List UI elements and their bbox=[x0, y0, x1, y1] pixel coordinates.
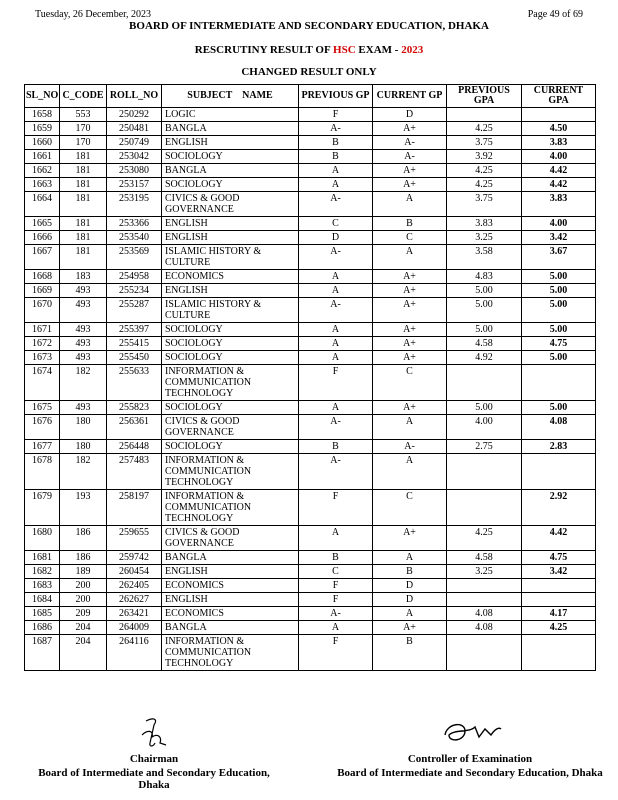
cell-current-gpa: 2.83 bbox=[522, 440, 596, 454]
table-row bbox=[25, 490, 596, 526]
cell-subject: BANGLA bbox=[162, 122, 299, 136]
cell-sl-no: 1672 bbox=[25, 337, 60, 351]
cell-current-gp: A- bbox=[373, 440, 447, 454]
cell-previous-gpa: 4.25 bbox=[447, 164, 522, 178]
controller-title: Controller of Examination bbox=[407, 753, 533, 765]
cell-previous-gp: A- bbox=[299, 298, 373, 323]
cell-roll-no: 259655 bbox=[107, 526, 162, 551]
cell-roll-no: 250292 bbox=[107, 108, 162, 122]
cell-subject: SOCIOLOGY bbox=[162, 401, 299, 415]
table-row bbox=[25, 526, 596, 551]
cell-previous-gpa: 4.08 bbox=[447, 621, 522, 635]
cell-current-gpa bbox=[522, 635, 596, 671]
cell-previous-gp: D bbox=[299, 231, 373, 245]
table-row bbox=[25, 565, 596, 579]
cell-previous-gp: A bbox=[299, 401, 373, 415]
cell-c-code: 189 bbox=[60, 565, 107, 579]
cell-current-gpa: 5.00 bbox=[522, 270, 596, 284]
cell-subject: SOCIOLOGY bbox=[162, 440, 299, 454]
cell-subject: ENGLISH bbox=[162, 231, 299, 245]
cell-roll-no: 253195 bbox=[107, 192, 162, 217]
cell-roll-no: 262627 bbox=[107, 593, 162, 607]
cell-previous-gpa: 5.00 bbox=[447, 401, 522, 415]
cell-previous-gp: F bbox=[299, 593, 373, 607]
cell-current-gp: A bbox=[373, 192, 447, 217]
table-row bbox=[25, 150, 596, 164]
cell-subject: BANGLA bbox=[162, 164, 299, 178]
cell-c-code: 181 bbox=[60, 150, 107, 164]
cell-subject: LOGIC bbox=[162, 108, 299, 122]
cell-sl-no: 1663 bbox=[25, 178, 60, 192]
cell-subject: ECONOMICS bbox=[162, 607, 299, 621]
cell-roll-no: 256448 bbox=[107, 440, 162, 454]
page-number: Page 49 of 69 bbox=[527, 9, 583, 20]
cell-roll-no: 264116 bbox=[107, 635, 162, 671]
cell-previous-gpa: 3.25 bbox=[447, 565, 522, 579]
cell-current-gpa bbox=[522, 108, 596, 122]
cell-current-gpa: 5.00 bbox=[522, 298, 596, 323]
cell-subject: CIVICS & GOOD GOVERNANCE bbox=[162, 526, 299, 551]
cell-subject: ISLAMIC HISTORY & CULTURE bbox=[162, 245, 299, 270]
cell-previous-gpa: 3.75 bbox=[447, 136, 522, 150]
cell-sl-no: 1669 bbox=[25, 284, 60, 298]
print-date: Tuesday, 26 December, 2023 bbox=[35, 9, 152, 20]
cell-previous-gpa bbox=[447, 593, 522, 607]
cell-c-code: 181 bbox=[60, 178, 107, 192]
cell-roll-no: 262405 bbox=[107, 579, 162, 593]
cell-subject: ECONOMICS bbox=[162, 579, 299, 593]
cell-subject: CIVICS & GOOD GOVERNANCE bbox=[162, 192, 299, 217]
cell-subject: ENGLISH bbox=[162, 217, 299, 231]
cell-previous-gpa: 5.00 bbox=[447, 284, 522, 298]
cell-previous-gpa: 4.00 bbox=[447, 415, 522, 440]
cell-subject: ISLAMIC HISTORY & CULTURE bbox=[162, 298, 299, 323]
cell-current-gpa bbox=[522, 365, 596, 401]
cell-current-gpa: 4.00 bbox=[522, 217, 596, 231]
table-row bbox=[25, 164, 596, 178]
cell-current-gpa bbox=[522, 593, 596, 607]
cell-sl-no: 1685 bbox=[25, 607, 60, 621]
cell-sl-no: 1659 bbox=[25, 122, 60, 136]
chairman-org: Board of Intermediate and Secondary Education, Dhaka bbox=[38, 767, 270, 791]
cell-sl-no: 1676 bbox=[25, 415, 60, 440]
cell-previous-gp: F bbox=[299, 635, 373, 671]
cell-current-gp: A+ bbox=[373, 323, 447, 337]
cell-roll-no: 258197 bbox=[107, 490, 162, 526]
cell-previous-gpa: 4.83 bbox=[447, 270, 522, 284]
board-title: BOARD OF INTERMEDIATE AND SECONDARY EDUCATION, DHAKA bbox=[129, 20, 489, 32]
table-row bbox=[25, 178, 596, 192]
table-header-row bbox=[25, 85, 596, 108]
cell-c-code: 182 bbox=[60, 365, 107, 401]
table-body bbox=[25, 108, 596, 671]
cell-current-gp: A+ bbox=[373, 401, 447, 415]
cell-previous-gp: F bbox=[299, 108, 373, 122]
table-row bbox=[25, 401, 596, 415]
cell-subject: SOCIOLOGY bbox=[162, 178, 299, 192]
cell-current-gpa: 3.42 bbox=[522, 231, 596, 245]
cell-subject: ENGLISH bbox=[162, 565, 299, 579]
cell-previous-gp: F bbox=[299, 579, 373, 593]
cell-c-code: 493 bbox=[60, 284, 107, 298]
cell-sl-no: 1686 bbox=[25, 621, 60, 635]
cell-c-code: 170 bbox=[60, 122, 107, 136]
cell-c-code: 181 bbox=[60, 231, 107, 245]
cell-roll-no: 250481 bbox=[107, 122, 162, 136]
table-row bbox=[25, 607, 596, 621]
cell-current-gpa: 2.92 bbox=[522, 490, 596, 526]
cell-c-code: 181 bbox=[60, 217, 107, 231]
cell-c-code: 200 bbox=[60, 579, 107, 593]
cell-subject: BANGLA bbox=[162, 551, 299, 565]
chairman-title: Chairman bbox=[129, 753, 179, 765]
table-row bbox=[25, 621, 596, 635]
cell-c-code: 182 bbox=[60, 454, 107, 490]
cell-current-gp: D bbox=[373, 108, 447, 122]
cell-roll-no: 255287 bbox=[107, 298, 162, 323]
cell-current-gp: C bbox=[373, 490, 447, 526]
table-row bbox=[25, 454, 596, 490]
cell-previous-gpa: 3.92 bbox=[447, 150, 522, 164]
cell-previous-gpa: 5.00 bbox=[447, 323, 522, 337]
cell-roll-no: 253157 bbox=[107, 178, 162, 192]
cell-subject: CIVICS & GOOD GOVERNANCE bbox=[162, 415, 299, 440]
cell-current-gp: D bbox=[373, 593, 447, 607]
cell-subject: ENGLISH bbox=[162, 136, 299, 150]
cell-previous-gpa: 2.75 bbox=[447, 440, 522, 454]
cell-roll-no: 264009 bbox=[107, 621, 162, 635]
cell-previous-gpa bbox=[447, 490, 522, 526]
cell-c-code: 183 bbox=[60, 270, 107, 284]
cell-current-gp: A bbox=[373, 551, 447, 565]
cell-previous-gp: B bbox=[299, 150, 373, 164]
cell-current-gp: A+ bbox=[373, 337, 447, 351]
table-row bbox=[25, 323, 596, 337]
cell-sl-no: 1671 bbox=[25, 323, 60, 337]
table-row bbox=[25, 245, 596, 270]
cell-c-code: 200 bbox=[60, 593, 107, 607]
cell-sl-no: 1684 bbox=[25, 593, 60, 607]
cell-previous-gp: A bbox=[299, 164, 373, 178]
cell-roll-no: 253569 bbox=[107, 245, 162, 270]
col-header-current-gp: CURRENT GP bbox=[373, 85, 447, 108]
cell-roll-no: 256361 bbox=[107, 415, 162, 440]
cell-c-code: 493 bbox=[60, 337, 107, 351]
cell-previous-gpa: 3.75 bbox=[447, 192, 522, 217]
cell-c-code: 204 bbox=[60, 621, 107, 635]
cell-previous-gpa: 4.58 bbox=[447, 551, 522, 565]
cell-previous-gpa bbox=[447, 108, 522, 122]
controller-signature-block bbox=[330, 715, 610, 779]
cell-current-gp: A+ bbox=[373, 164, 447, 178]
table-row bbox=[25, 579, 596, 593]
cell-c-code: 553 bbox=[60, 108, 107, 122]
cell-current-gpa: 4.08 bbox=[522, 415, 596, 440]
cell-c-code: 186 bbox=[60, 551, 107, 565]
cell-previous-gpa: 4.25 bbox=[447, 122, 522, 136]
table-row bbox=[25, 122, 596, 136]
cell-previous-gp: A- bbox=[299, 607, 373, 621]
cell-current-gp: A- bbox=[373, 150, 447, 164]
cell-c-code: 186 bbox=[60, 526, 107, 551]
cell-sl-no: 1670 bbox=[25, 298, 60, 323]
cell-current-gpa: 4.17 bbox=[522, 607, 596, 621]
cell-previous-gp: A bbox=[299, 323, 373, 337]
cell-c-code: 204 bbox=[60, 635, 107, 671]
col-header-previous-gp: PREVIOUS GP bbox=[299, 85, 373, 108]
cell-current-gpa: 3.83 bbox=[522, 192, 596, 217]
cell-c-code: 181 bbox=[60, 164, 107, 178]
cell-c-code: 180 bbox=[60, 440, 107, 454]
cell-subject: SOCIOLOGY bbox=[162, 323, 299, 337]
table-row bbox=[25, 551, 596, 565]
result-subtitle: CHANGED RESULT ONLY bbox=[241, 66, 377, 78]
cell-previous-gp: B bbox=[299, 551, 373, 565]
cell-previous-gpa bbox=[447, 579, 522, 593]
cell-c-code: 209 bbox=[60, 607, 107, 621]
cell-current-gpa: 4.42 bbox=[522, 164, 596, 178]
cell-previous-gpa: 4.58 bbox=[447, 337, 522, 351]
table-row bbox=[25, 337, 596, 351]
cell-sl-no: 1679 bbox=[25, 490, 60, 526]
title-mid: EXAM - bbox=[355, 44, 402, 56]
cell-roll-no: 259742 bbox=[107, 551, 162, 565]
cell-sl-no: 1662 bbox=[25, 164, 60, 178]
cell-c-code: 493 bbox=[60, 351, 107, 365]
cell-current-gpa: 3.67 bbox=[522, 245, 596, 270]
cell-previous-gpa: 3.58 bbox=[447, 245, 522, 270]
cell-sl-no: 1660 bbox=[25, 136, 60, 150]
cell-roll-no: 253366 bbox=[107, 217, 162, 231]
cell-current-gp: A+ bbox=[373, 122, 447, 136]
table-row bbox=[25, 108, 596, 122]
cell-current-gpa: 3.83 bbox=[522, 136, 596, 150]
cell-previous-gpa: 5.00 bbox=[447, 298, 522, 323]
cell-current-gp: A+ bbox=[373, 298, 447, 323]
cell-current-gp: B bbox=[373, 635, 447, 671]
cell-subject: ENGLISH bbox=[162, 593, 299, 607]
cell-sl-no: 1683 bbox=[25, 579, 60, 593]
table-row bbox=[25, 231, 596, 245]
cell-previous-gp: A- bbox=[299, 122, 373, 136]
table-row bbox=[25, 351, 596, 365]
cell-current-gp: A+ bbox=[373, 270, 447, 284]
cell-subject: INFORMATION & COMMUNICATION TECHNOLOGY bbox=[162, 490, 299, 526]
cell-roll-no: 255415 bbox=[107, 337, 162, 351]
cell-current-gp: B bbox=[373, 565, 447, 579]
cell-subject: INFORMATION & COMMUNICATION TECHNOLOGY bbox=[162, 454, 299, 490]
cell-subject: BANGLA bbox=[162, 621, 299, 635]
cell-roll-no: 254958 bbox=[107, 270, 162, 284]
table-row bbox=[25, 415, 596, 440]
cell-previous-gpa: 4.92 bbox=[447, 351, 522, 365]
cell-roll-no: 257483 bbox=[107, 454, 162, 490]
cell-previous-gpa: 4.25 bbox=[447, 526, 522, 551]
table-row bbox=[25, 192, 596, 217]
cell-previous-gp: A bbox=[299, 526, 373, 551]
table-row bbox=[25, 593, 596, 607]
title-exam: HSC bbox=[333, 44, 356, 56]
cell-current-gp: C bbox=[373, 231, 447, 245]
cell-sl-no: 1680 bbox=[25, 526, 60, 551]
cell-previous-gp: C bbox=[299, 217, 373, 231]
cell-sl-no: 1681 bbox=[25, 551, 60, 565]
table-row bbox=[25, 217, 596, 231]
cell-previous-gp: C bbox=[299, 565, 373, 579]
cell-current-gp: C bbox=[373, 365, 447, 401]
cell-roll-no: 260454 bbox=[107, 565, 162, 579]
cell-previous-gp: A bbox=[299, 284, 373, 298]
cell-sl-no: 1668 bbox=[25, 270, 60, 284]
table-row bbox=[25, 270, 596, 284]
cell-previous-gp: A- bbox=[299, 245, 373, 270]
cell-current-gp: A+ bbox=[373, 351, 447, 365]
col-header-previous-gpa: PREVIOUS GPA bbox=[447, 85, 522, 108]
cell-previous-gp: A bbox=[299, 351, 373, 365]
cell-roll-no: 255234 bbox=[107, 284, 162, 298]
cell-previous-gpa bbox=[447, 454, 522, 490]
cell-current-gp: A+ bbox=[373, 526, 447, 551]
controller-signature bbox=[435, 715, 505, 751]
cell-current-gpa: 5.00 bbox=[522, 401, 596, 415]
chairman-signature bbox=[124, 715, 184, 751]
cell-current-gp: B bbox=[373, 217, 447, 231]
cell-current-gp: A+ bbox=[373, 621, 447, 635]
cell-previous-gp: A- bbox=[299, 415, 373, 440]
cell-subject: ENGLISH bbox=[162, 284, 299, 298]
table-row bbox=[25, 136, 596, 150]
cell-current-gpa: 3.42 bbox=[522, 565, 596, 579]
cell-subject: INFORMATION & COMMUNICATION TECHNOLOGY bbox=[162, 365, 299, 401]
cell-current-gp: A+ bbox=[373, 284, 447, 298]
cell-roll-no: 255823 bbox=[107, 401, 162, 415]
cell-current-gp: A+ bbox=[373, 178, 447, 192]
cell-current-gpa: 4.75 bbox=[522, 337, 596, 351]
cell-sl-no: 1675 bbox=[25, 401, 60, 415]
cell-roll-no: 253540 bbox=[107, 231, 162, 245]
cell-current-gpa: 4.50 bbox=[522, 122, 596, 136]
cell-current-gp: A bbox=[373, 245, 447, 270]
cell-roll-no: 255450 bbox=[107, 351, 162, 365]
cell-subject: INFORMATION & COMMUNICATION TECHNOLOGY bbox=[162, 635, 299, 671]
cell-current-gpa bbox=[522, 579, 596, 593]
cell-current-gp: D bbox=[373, 579, 447, 593]
cell-current-gp: A- bbox=[373, 136, 447, 150]
table-row bbox=[25, 284, 596, 298]
cell-roll-no: 263421 bbox=[107, 607, 162, 621]
cell-sl-no: 1661 bbox=[25, 150, 60, 164]
cell-current-gp: A bbox=[373, 415, 447, 440]
cell-current-gp: A bbox=[373, 454, 447, 490]
result-title bbox=[0, 44, 618, 56]
cell-current-gpa: 5.00 bbox=[522, 323, 596, 337]
cell-sl-no: 1678 bbox=[25, 454, 60, 490]
cell-previous-gp: F bbox=[299, 490, 373, 526]
cell-c-code: 170 bbox=[60, 136, 107, 150]
cell-previous-gp: F bbox=[299, 365, 373, 401]
cell-roll-no: 250749 bbox=[107, 136, 162, 150]
cell-sl-no: 1687 bbox=[25, 635, 60, 671]
cell-sl-no: 1677 bbox=[25, 440, 60, 454]
cell-sl-no: 1667 bbox=[25, 245, 60, 270]
cell-previous-gp: A- bbox=[299, 454, 373, 490]
col-header-sl: SL_NO bbox=[25, 85, 60, 108]
cell-c-code: 181 bbox=[60, 192, 107, 217]
cell-previous-gp: A- bbox=[299, 192, 373, 217]
cell-current-gpa bbox=[522, 454, 596, 490]
cell-current-gp: A bbox=[373, 607, 447, 621]
cell-previous-gp: A bbox=[299, 621, 373, 635]
cell-c-code: 193 bbox=[60, 490, 107, 526]
cell-previous-gp: A bbox=[299, 270, 373, 284]
cell-c-code: 180 bbox=[60, 415, 107, 440]
title-prefix: RESCRUTINY RESULT OF bbox=[194, 44, 334, 56]
cell-c-code: 493 bbox=[60, 323, 107, 337]
cell-subject: SOCIOLOGY bbox=[162, 351, 299, 365]
cell-current-gpa: 5.00 bbox=[522, 351, 596, 365]
col-header-roll: ROLL_NO bbox=[107, 85, 162, 108]
cell-previous-gpa bbox=[447, 635, 522, 671]
cell-c-code: 493 bbox=[60, 298, 107, 323]
cell-roll-no: 253080 bbox=[107, 164, 162, 178]
cell-sl-no: 1664 bbox=[25, 192, 60, 217]
cell-sl-no: 1665 bbox=[25, 217, 60, 231]
cell-current-gpa: 4.00 bbox=[522, 150, 596, 164]
col-header-ccode: C_CODE bbox=[60, 85, 107, 108]
col-header-current-gpa: CURRENT GPA bbox=[522, 85, 596, 108]
table-row bbox=[25, 635, 596, 671]
cell-previous-gp: A bbox=[299, 178, 373, 192]
cell-subject: SOCIOLOGY bbox=[162, 337, 299, 351]
cell-sl-no: 1658 bbox=[25, 108, 60, 122]
cell-c-code: 181 bbox=[60, 245, 107, 270]
cell-sl-no: 1673 bbox=[25, 351, 60, 365]
cell-sl-no: 1682 bbox=[25, 565, 60, 579]
cell-roll-no: 253042 bbox=[107, 150, 162, 164]
cell-roll-no: 255397 bbox=[107, 323, 162, 337]
cell-current-gpa: 5.00 bbox=[522, 284, 596, 298]
cell-roll-no: 255633 bbox=[107, 365, 162, 401]
controller-org: Board of Intermediate and Secondary Education, Dhaka bbox=[337, 767, 603, 779]
cell-current-gpa: 4.42 bbox=[522, 526, 596, 551]
cell-previous-gpa: 3.25 bbox=[447, 231, 522, 245]
cell-sl-no: 1674 bbox=[25, 365, 60, 401]
cell-previous-gp: B bbox=[299, 136, 373, 150]
table-row bbox=[25, 365, 596, 401]
chairman-signature-block bbox=[24, 715, 284, 791]
table-row bbox=[25, 440, 596, 454]
cell-c-code: 493 bbox=[60, 401, 107, 415]
cell-subject: SOCIOLOGY bbox=[162, 150, 299, 164]
title-year: 2023 bbox=[401, 44, 424, 56]
cell-previous-gpa bbox=[447, 365, 522, 401]
results-table bbox=[24, 84, 596, 671]
cell-previous-gpa: 4.25 bbox=[447, 178, 522, 192]
cell-previous-gp: B bbox=[299, 440, 373, 454]
cell-previous-gp: A bbox=[299, 337, 373, 351]
cell-subject: ECONOMICS bbox=[162, 270, 299, 284]
cell-sl-no: 1666 bbox=[25, 231, 60, 245]
cell-previous-gpa: 3.83 bbox=[447, 217, 522, 231]
cell-current-gpa: 4.75 bbox=[522, 551, 596, 565]
table-row bbox=[25, 298, 596, 323]
col-header-subject: SUBJECT NAME bbox=[162, 85, 299, 108]
cell-current-gpa: 4.25 bbox=[522, 621, 596, 635]
cell-current-gpa: 4.42 bbox=[522, 178, 596, 192]
cell-previous-gpa: 4.08 bbox=[447, 607, 522, 621]
